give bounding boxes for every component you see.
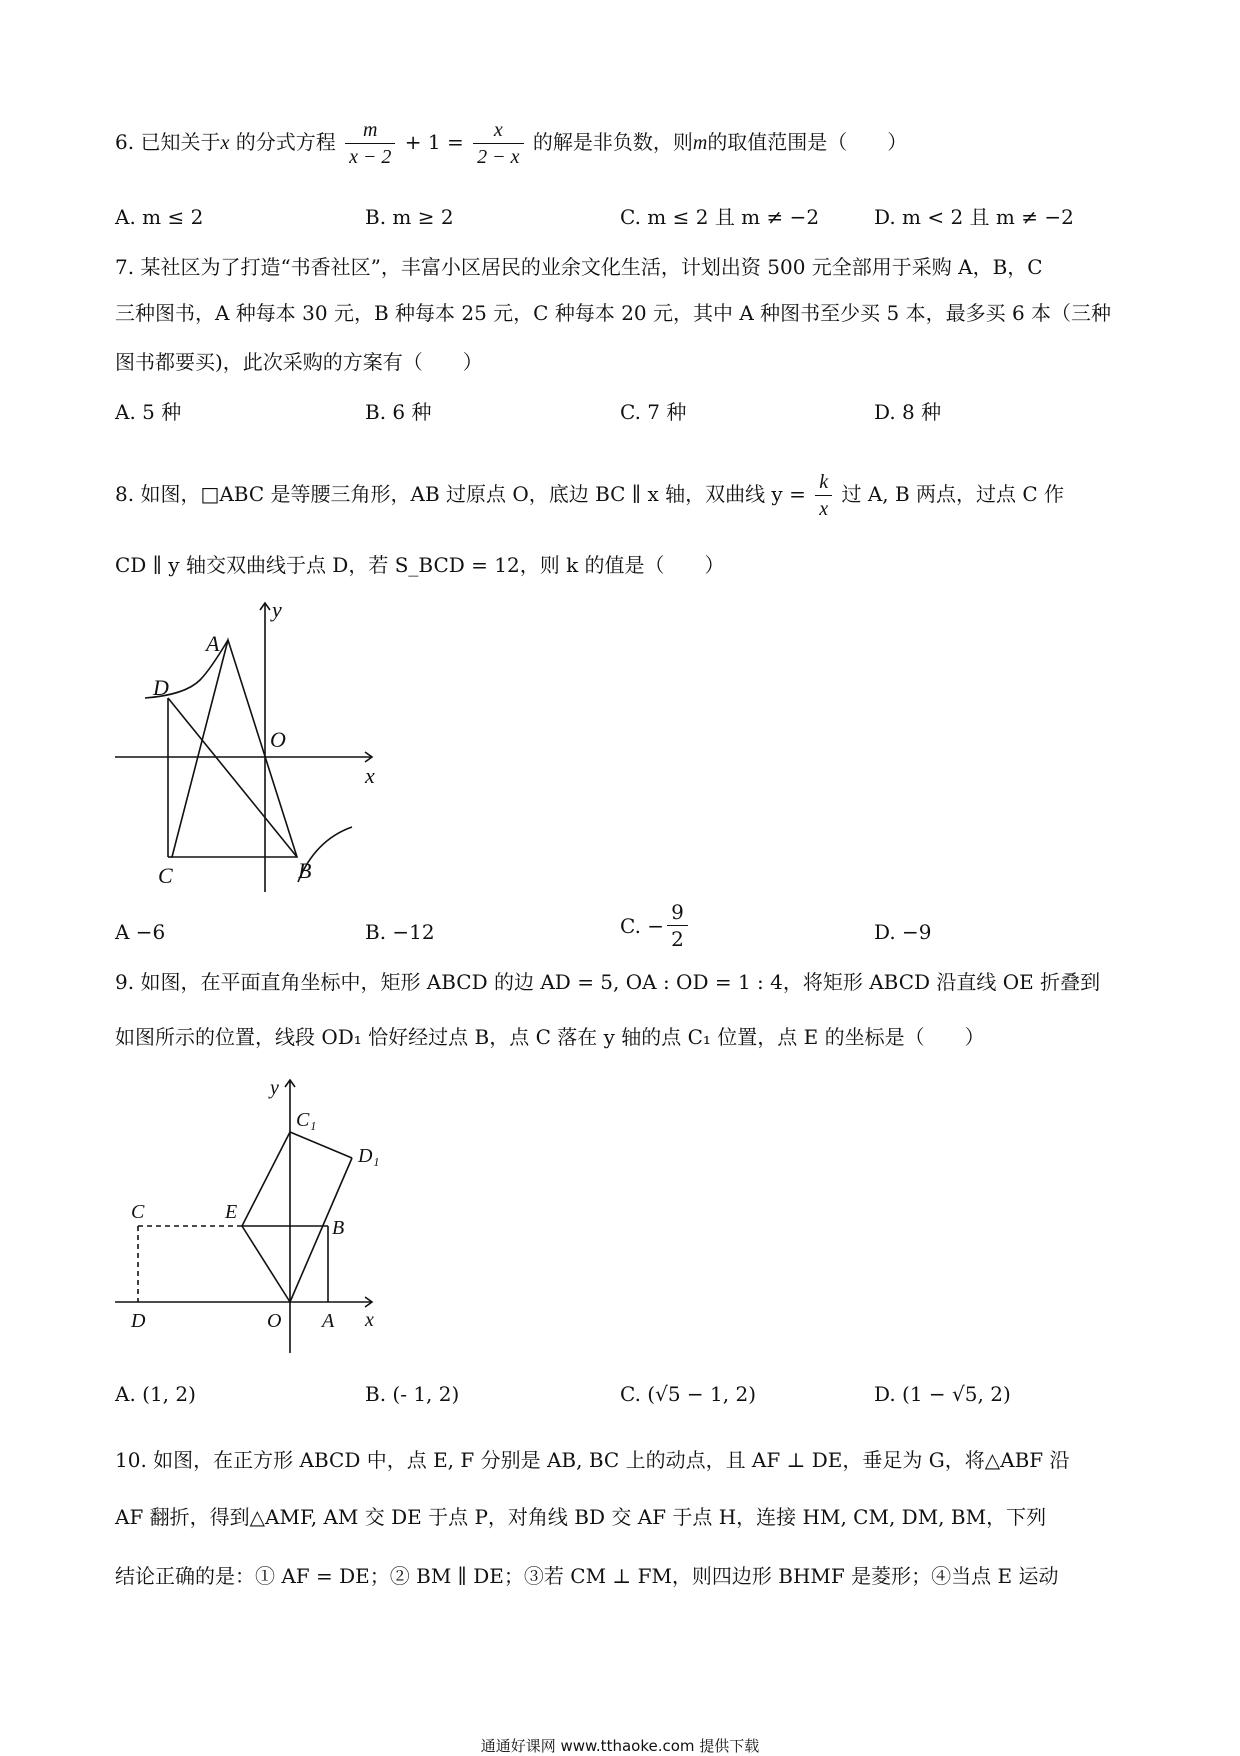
q7-line-2: 三种图书，A 种每本 30 元，B 种每本 25 元，C 种每本 20 元，其中 A 种图书至少买 5 本，最多买 6 本（三种 [115,301,1112,325]
q9-option-d: D. (1 − √5, 2) [874,1382,1011,1406]
q9-option-c: C. (√5 − 1, 2) [620,1382,757,1406]
q9-label-d: D [131,1310,146,1332]
q8-label-b: B [298,858,312,883]
q10-line-3: 结论正确的是：① AF = DE；② BM ∥ DE；③若 CM ⊥ FM，则四边形 BHMF 是菱形；④当点 E 运动 [115,1564,1059,1588]
q9-label-y: y [270,1077,279,1099]
page-footer: 通通好课网 www.tthaoke.com 提供下载 [480,1737,760,1755]
q6-option-a: A. m ≤ 2 [115,205,204,229]
q9-segment-c1e [242,1132,290,1226]
q8-option-c-fraction: $\frac{9}{2}$ [667,902,688,949]
q9-segment-eo [242,1226,290,1302]
q8-option-c: C. − $\frac{9}{2}$ [620,902,691,949]
q8-option-b: B. −12 [365,920,435,944]
q8-option-d: D. −9 [874,920,932,944]
q8-label-d: D [153,675,169,700]
q9-label-e: E [225,1201,238,1223]
q8-segment-db [168,698,297,857]
q8-label-a: A [206,631,220,656]
q8-line-1: 8. 如图，□ABC 是等腰三角形，AB 过原点 O，底边 BC ∥ x 轴，双曲线 y = $\frac{k}{x}$ 过 A, B 两点，过点 C 作 [115,471,1065,520]
q10-line-2: AF 翻折，得到△AMF, AM 交 DE 于点 P，对角线 BD 交 AF 于点 H，连接 HM, CM, DM, BM，下列 [115,1505,1047,1529]
q9-label-o: O [267,1310,282,1332]
q9-label-b: B [332,1217,345,1239]
q9-option-b: B. (- 1, 2) [365,1382,460,1406]
q9-figure [110,1070,390,1364]
q9-option-a: A. (1, 2) [115,1382,196,1406]
q8-figure [110,595,390,899]
q8-option-a: A −6 [115,920,166,944]
q9-segment-c1d1 [290,1132,352,1158]
q6-option-d: D. m < 2 且 m ≠ −2 [874,205,1074,229]
q8-fraction: $\frac{k}{x}$ [815,472,832,519]
q8-label-y: y [272,597,282,622]
q8-label-o: O [270,727,286,752]
q8-label-x: x [365,763,375,788]
q7-line-3: 图书都要买)，此次采购的方案有（ ） [115,350,483,374]
q8-label-c: C [158,863,173,888]
q6-option-c: C. m ≤ 2 且 m ≠ −2 [620,205,820,229]
q9-label-c1: C₁ [296,1109,317,1131]
q8-line-2: CD ∥ y 轴交双曲线于点 D，若 S_BCD = 12，则 k 的值是（ ） [115,553,725,577]
q7-line-1: 7. 某社区为了打造“书香社区”，丰富小区居民的业余文化生活，计划出资 500 元全部用于采购 A，B，C [115,255,1043,279]
q7-option-c: C. 7 种 [620,400,687,424]
q9-line-2: 如图所示的位置，线段 OD₁ 恰好经过点 B，点 C 落在 y 轴的点 C₁ 位置，点 E 的坐标是（ ） [115,1025,985,1049]
q9-line-1: 9. 如图，在平面直角坐标中，矩形 ABCD 的边 AD = 5, OA : OD = 1 : 4，将矩形 ABCD 沿直线 OE 折叠到 [115,970,1101,994]
q9-label-d1: D₁ [358,1145,380,1167]
q6-option-b: B. m ≥ 2 [365,205,454,229]
q6-fraction-right: $\frac{x}{2 - x}$ [473,120,523,167]
q9-label-c: C [131,1201,145,1223]
q9-label-x: x [365,1309,374,1331]
q6-fraction-left: $\frac{m}{x - 2}$ [345,120,395,167]
q6-stem: 6. 已知关于x 的分式方程 $\frac{m}{x - 2}$ + 1 = $\frac{x}{2 - x}$ 的解是非负数，则m的取值范围是（ ） [115,119,908,168]
q7-option-b: B. 6 种 [365,400,432,424]
q7-option-d: D. 8 种 [874,400,942,424]
q9-label-a: A [322,1310,335,1332]
q7-option-a: A. 5 种 [115,400,182,424]
q10-line-1: 10. 如图，在正方形 ABCD 中，点 E, F 分别是 AB, BC 上的动点，且 AF ⊥ DE，垂足为 G，将△ABF 沿 [115,1448,1070,1472]
